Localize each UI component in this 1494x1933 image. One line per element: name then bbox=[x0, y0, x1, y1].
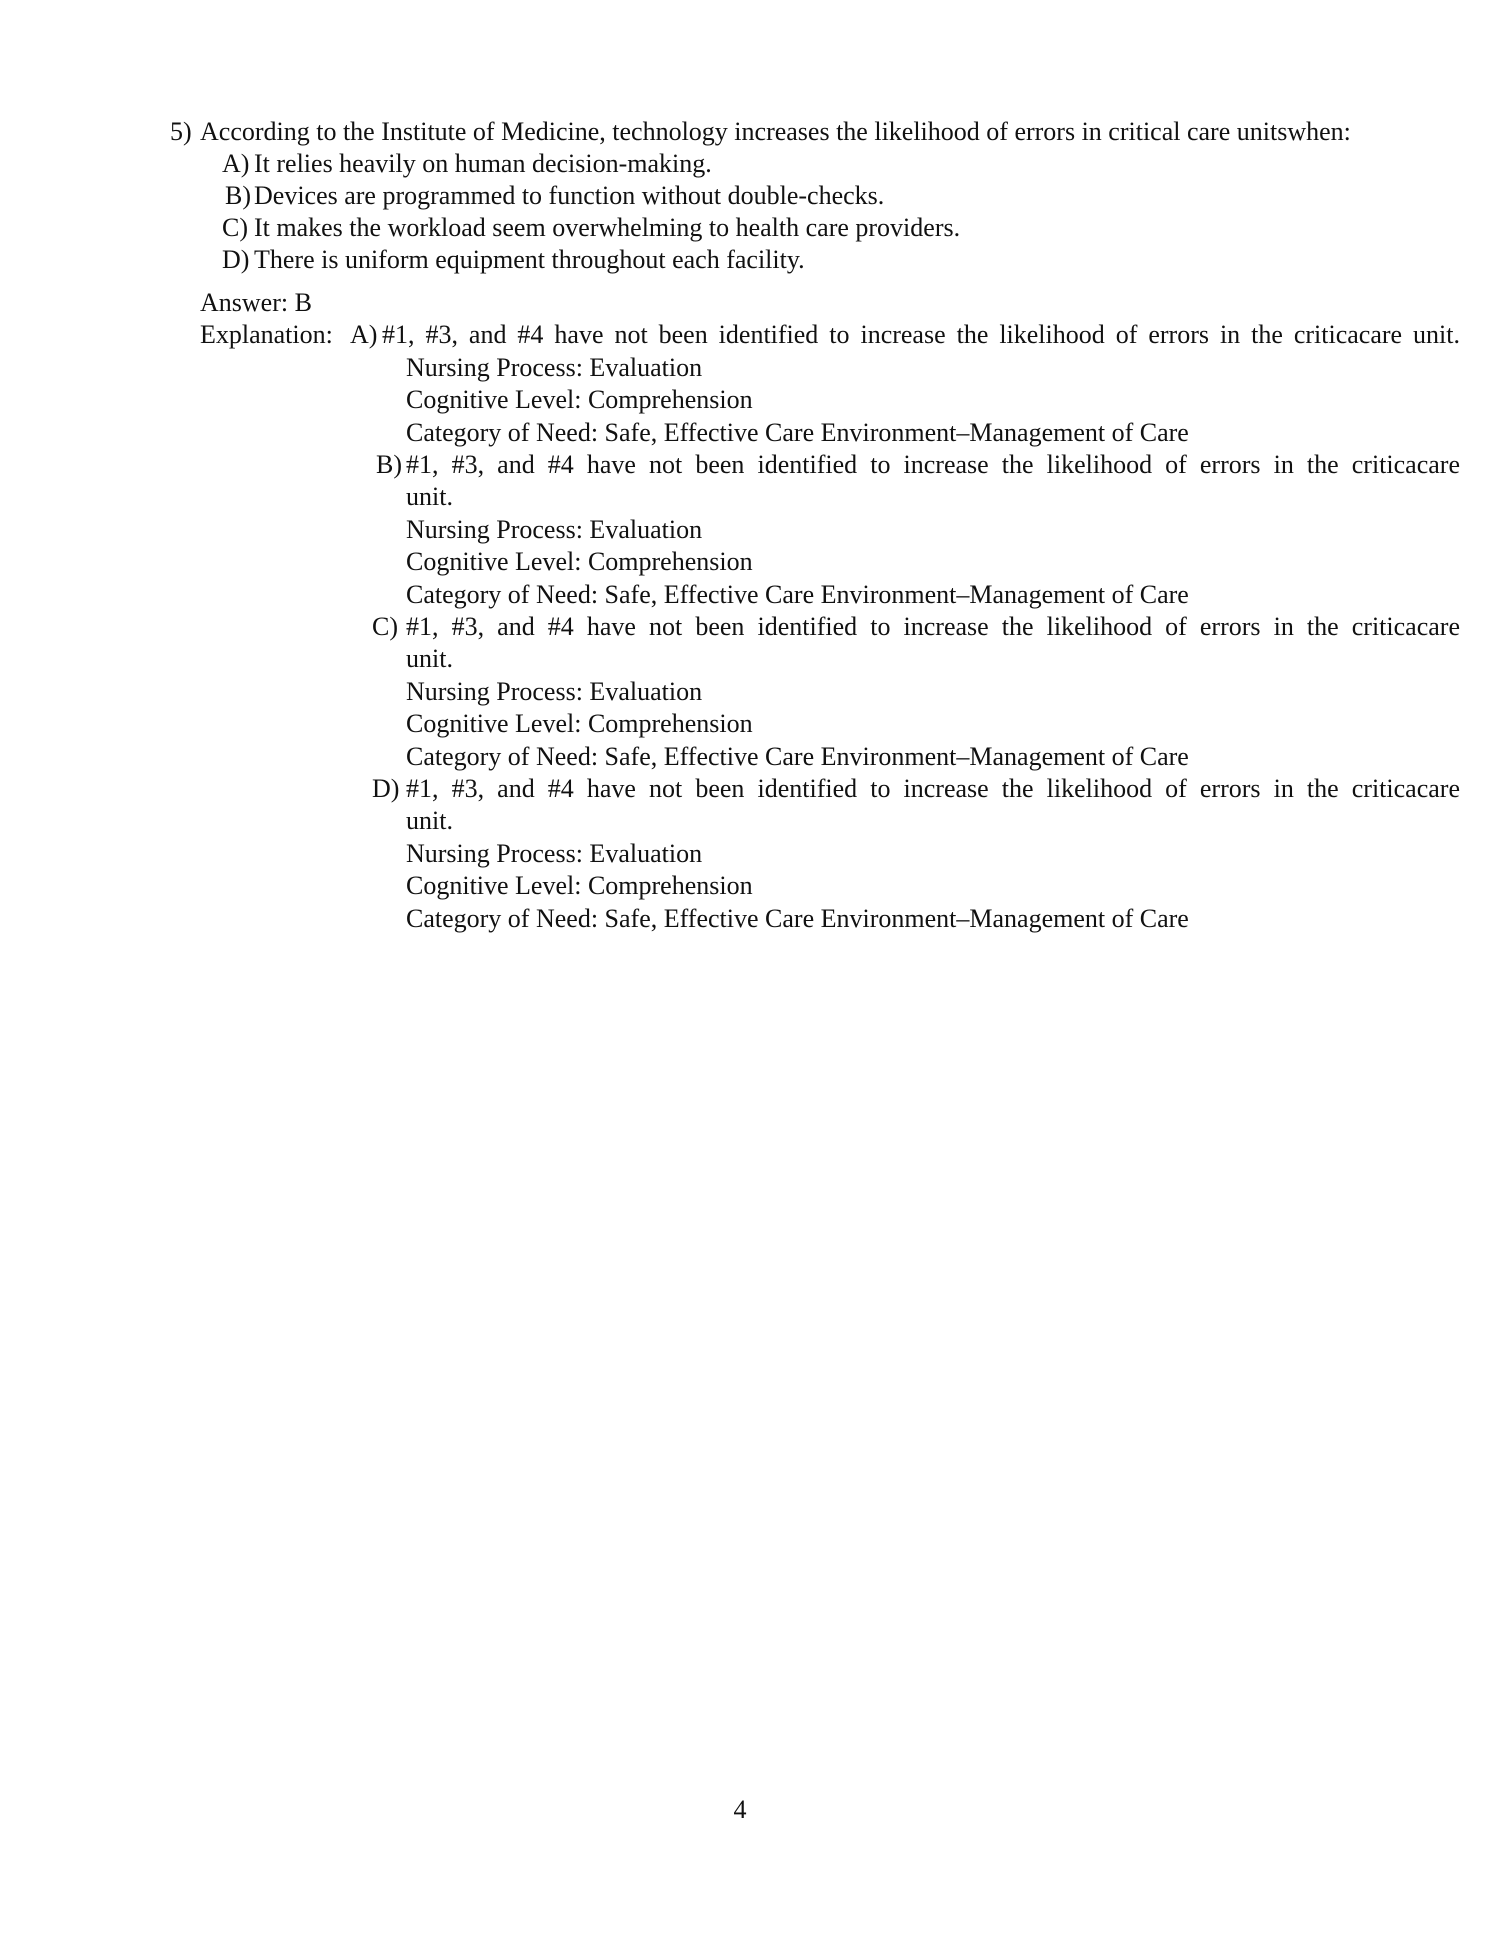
category-of-need: Category of Need: Safe, Effective Care Environment–Management of Care bbox=[406, 904, 1189, 933]
question-stem: According to the Institute of Medicine, technology increases the likelihood of errors in critical care unitswhen: bbox=[200, 117, 1351, 146]
nursing-process: Nursing Process: Evaluation bbox=[406, 677, 703, 706]
page-number: 4 bbox=[733, 1795, 747, 1824]
explanation-text-continued: unit. bbox=[406, 482, 453, 511]
option-letter: A) bbox=[222, 149, 250, 178]
explanation-text: #1, #3, and #4 have not been identified to increase the likelihood of errors in the criticacare bbox=[406, 612, 1460, 641]
explanation-text-continued: unit. bbox=[406, 806, 453, 835]
answer-label: Answer: B bbox=[200, 288, 312, 317]
explanation-letter: A) bbox=[350, 320, 378, 349]
nursing-process: Nursing Process: Evaluation bbox=[406, 839, 703, 868]
category-of-need: Category of Need: Safe, Effective Care Environment–Management of Care bbox=[406, 580, 1189, 609]
option-letter: D) bbox=[222, 245, 250, 274]
option-text: Devices are programmed to function without double-checks. bbox=[254, 181, 885, 210]
option-letter: C) bbox=[222, 213, 248, 242]
option-letter: B) bbox=[225, 181, 251, 210]
explanation-text: #1, #3, and #4 have not been identified to increase the likelihood of errors in the criticacare bbox=[406, 450, 1460, 479]
explanation-text: #1, #3, and #4 have not been identified to increase the likelihood of errors in the criticacare bbox=[406, 774, 1460, 803]
explanation-text: #1, #3, and #4 have not been identified to increase the likelihood of errors in the criticacare unit. bbox=[382, 320, 1460, 349]
category-of-need: Category of Need: Safe, Effective Care Environment–Management of Care bbox=[406, 418, 1189, 447]
cognitive-level: Cognitive Level: Comprehension bbox=[406, 709, 753, 738]
option-text: It relies heavily on human decision-making. bbox=[254, 149, 712, 178]
cognitive-level: Cognitive Level: Comprehension bbox=[406, 547, 753, 576]
question-number: 5) bbox=[170, 117, 192, 146]
option-text: It makes the workload seem overwhelming to health care providers. bbox=[254, 213, 961, 242]
nursing-process: Nursing Process: Evaluation bbox=[406, 515, 703, 544]
nursing-process: Nursing Process: Evaluation bbox=[406, 353, 703, 382]
category-of-need: Category of Need: Safe, Effective Care Environment–Management of Care bbox=[406, 742, 1189, 771]
explanation-letter: B) bbox=[376, 450, 402, 479]
cognitive-level: Cognitive Level: Comprehension bbox=[406, 871, 753, 900]
option-text: There is uniform equipment throughout each facility. bbox=[254, 245, 805, 274]
explanation-letter: D) bbox=[372, 774, 400, 803]
explanation-letter: C) bbox=[372, 612, 398, 641]
explanation-label: Explanation: bbox=[200, 320, 333, 349]
cognitive-level: Cognitive Level: Comprehension bbox=[406, 385, 753, 414]
explanation-text-continued: unit. bbox=[406, 644, 453, 673]
